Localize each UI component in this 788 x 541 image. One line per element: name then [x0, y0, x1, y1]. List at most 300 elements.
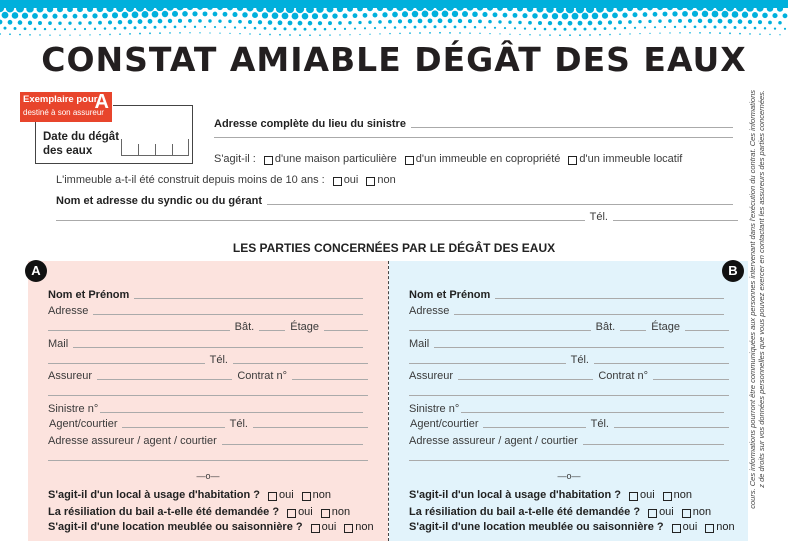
- tel-field[interactable]: [233, 363, 368, 364]
- section-title: LES PARTIES CONCERNÉES PAR LE DÉGÂT DES EAUX: [232, 241, 556, 255]
- halftone-dot: [549, 34, 551, 36]
- halftone-dot: [37, 6, 44, 13]
- halftone-dot: [139, 33, 141, 35]
- halftone-dot: [458, 19, 462, 23]
- address-field-2[interactable]: [214, 137, 733, 138]
- halftone-dot: [508, 21, 511, 24]
- etage-field[interactable]: [324, 330, 368, 331]
- checkbox-recent-non[interactable]: [366, 177, 375, 186]
- halftone-dot: [282, 13, 289, 20]
- checkbox-meublee-oui[interactable]: [672, 524, 681, 533]
- halftone-dot: [234, 26, 236, 28]
- halftone-dot: [272, 12, 279, 19]
- halftone-header-border: [0, 0, 788, 36]
- halftone-dot: [99, 34, 100, 35]
- halftone-dot: [704, 25, 707, 28]
- halftone-dot: [316, 5, 323, 12]
- sinistre-field[interactable]: [100, 412, 363, 413]
- halftone-dot: [58, 21, 61, 24]
- halftone-dot: [394, 26, 397, 29]
- halftone-dot: [509, 34, 510, 35]
- checkbox-resiliation-oui[interactable]: [287, 509, 296, 518]
- assureur-field[interactable]: [458, 379, 593, 380]
- halftone-dot: [188, 19, 192, 23]
- halftone-dot: [699, 32, 701, 34]
- halftone-dot: [552, 13, 558, 19]
- sinistre-label: Sinistre n°: [48, 403, 99, 415]
- oui-label: oui: [682, 521, 698, 533]
- halftone-dot: [758, 20, 762, 24]
- halftone-dot: [294, 28, 297, 31]
- halftone-dot: [0, 33, 1, 35]
- halftone-dot: [94, 28, 96, 30]
- halftone-dot: [494, 27, 496, 29]
- halftone-dot: [487, 5, 493, 11]
- halftone-dot: [52, 14, 57, 19]
- halftone-dot: [627, 5, 633, 11]
- halftone-dot: [59, 35, 60, 36]
- halftone-dot: [239, 33, 240, 34]
- halftone-dot: [408, 19, 412, 23]
- agent-field[interactable]: [483, 427, 585, 428]
- halftone-dot: [438, 18, 443, 23]
- checkbox-meublee-non[interactable]: [344, 524, 353, 533]
- halftone-dot: [762, 13, 768, 19]
- halftone-dot: [477, 4, 484, 11]
- checkbox-habitation-oui[interactable]: [629, 492, 638, 501]
- halftone-dot: [628, 20, 632, 24]
- halftone-dot: [214, 26, 216, 28]
- halftone-dot: [388, 20, 392, 24]
- halftone-dot: [98, 21, 102, 25]
- nom-field[interactable]: [495, 298, 724, 299]
- halftone-dot: [318, 21, 322, 25]
- halftone-dot: [374, 27, 376, 29]
- checkbox-maison[interactable]: [264, 156, 273, 165]
- halftone-dot: [768, 21, 772, 25]
- halftone-dot: [128, 20, 133, 25]
- assureur-field-2[interactable]: [409, 395, 729, 396]
- halftone-dot: [63, 14, 68, 19]
- halftone-dot: [132, 11, 139, 18]
- oui-label: oui: [278, 489, 294, 501]
- halftone-dot: [542, 13, 548, 19]
- sinistre-label: Sinistre n°: [409, 403, 460, 415]
- halftone-dot: [432, 10, 439, 17]
- halftone-dot: [608, 20, 612, 24]
- halftone-dot: [412, 11, 418, 17]
- adresse-assureur-field[interactable]: [583, 444, 724, 445]
- halftone-dot: [519, 34, 520, 35]
- option-copropriete: d'un immeuble en copropriété: [415, 153, 561, 165]
- contrat-label: Contrat n°: [598, 370, 648, 382]
- halftone-dot: [368, 21, 371, 24]
- halftone-dot: [162, 11, 168, 17]
- halftone-dot: [574, 28, 577, 31]
- adresse-field-2[interactable]: [409, 330, 591, 331]
- halftone-dot: [224, 26, 226, 28]
- halftone-dot: [339, 34, 340, 35]
- assureur-field-2[interactable]: [48, 395, 368, 396]
- halftone-dot: [8, 20, 13, 25]
- halftone-dot: [722, 11, 729, 18]
- halftone-dot: [384, 27, 386, 29]
- halftone-dot: [399, 33, 401, 35]
- halftone-dot: [64, 28, 66, 30]
- agent-label: Agent/courtier: [49, 418, 118, 430]
- adresse-field[interactable]: [93, 314, 363, 315]
- halftone-dot: [347, 6, 353, 12]
- mail-field-2[interactable]: [48, 363, 205, 364]
- halftone-dot: [217, 4, 223, 10]
- assureur-field[interactable]: [97, 379, 232, 380]
- halftone-dot: [606, 5, 613, 12]
- halftone-dot: [79, 34, 80, 35]
- halftone-dot: [207, 4, 213, 10]
- syndic-tel-label: Tél.: [589, 211, 608, 223]
- adresse-label: Adresse: [48, 305, 89, 317]
- halftone-dot: [204, 26, 206, 28]
- halftone-dot: [744, 26, 747, 29]
- oui-label: oui: [298, 506, 313, 518]
- adresse-assureur-field-2[interactable]: [409, 460, 729, 461]
- agent-tel-field[interactable]: [614, 427, 729, 428]
- halftone-dot: [77, 6, 83, 12]
- checkbox-recent-oui[interactable]: [333, 177, 342, 186]
- halftone-dot: [194, 26, 196, 28]
- mail-field[interactable]: [434, 347, 724, 348]
- oui-label: oui: [639, 489, 655, 501]
- halftone-dot: [434, 25, 437, 28]
- halftone-dot: [237, 4, 243, 10]
- halftone-dot: [138, 19, 143, 24]
- halftone-dot: [499, 33, 500, 34]
- halftone-dot: [564, 28, 567, 31]
- halftone-dot: [83, 14, 88, 19]
- halftone-dot: [119, 33, 121, 35]
- halftone-dot: [633, 12, 638, 17]
- halftone-dot: [527, 6, 534, 13]
- halftone-dot: [584, 28, 587, 31]
- halftone-dot: [426, 3, 434, 11]
- halftone-dot: [122, 12, 128, 18]
- checkbox-meublee-non[interactable]: [705, 524, 714, 533]
- halftone-dot: [749, 33, 751, 35]
- halftone-dot: [254, 27, 257, 30]
- nom-label: Nom et Prénom: [409, 289, 491, 301]
- halftone-dot: [678, 19, 682, 23]
- halftone-dot: [724, 26, 727, 29]
- halftone-dot: [97, 5, 104, 12]
- date-input[interactable]: [121, 139, 189, 156]
- agent-label: Agent/courtier: [410, 418, 479, 430]
- halftone-dot: [658, 19, 661, 22]
- halftone-dot: [739, 33, 741, 35]
- checkbox-meublee-oui[interactable]: [311, 524, 320, 533]
- halftone-dot: [489, 33, 490, 34]
- halftone-dot: [378, 20, 382, 24]
- tel-field[interactable]: [594, 363, 729, 364]
- badge-label: Exemplaire pour: [23, 94, 98, 105]
- halftone-dot: [14, 27, 17, 30]
- halftone-dot: [262, 12, 268, 18]
- halftone-dot: [16, 5, 24, 13]
- party-badge: A: [25, 260, 47, 282]
- checkbox-copropriete[interactable]: [405, 156, 414, 165]
- halftone-dot: [428, 18, 433, 23]
- halftone-dot: [149, 32, 151, 34]
- halftone-dot: [538, 21, 542, 25]
- halftone-dot: [469, 32, 471, 34]
- halftone-dot: [49, 34, 50, 35]
- halftone-dot: [308, 21, 313, 26]
- halftone-dot: [754, 27, 757, 30]
- halftone-dot: [364, 27, 366, 29]
- halftone-dot: [643, 12, 648, 17]
- contrat-field[interactable]: [292, 379, 368, 380]
- halftone-dot: [639, 33, 640, 34]
- bat-field[interactable]: [259, 330, 285, 331]
- mail-field[interactable]: [73, 347, 363, 348]
- halftone-dot: [199, 32, 200, 33]
- halftone-dot: [92, 13, 97, 18]
- halftone-dot: [296, 5, 304, 13]
- etage-field[interactable]: [685, 330, 729, 331]
- halftone-dot: [146, 3, 154, 11]
- halftone-dot: [28, 21, 32, 25]
- mail-label: Mail: [409, 338, 430, 350]
- halftone-dot: [74, 28, 76, 30]
- halftone-dot: [702, 11, 709, 18]
- question-resiliation: La résiliation du bail a-t-elle été demandée ?: [409, 506, 641, 518]
- agent-field[interactable]: [122, 427, 224, 428]
- halftone-dot: [738, 19, 743, 24]
- halftone-dot: [657, 4, 663, 10]
- halftone-dot: [213, 12, 218, 17]
- halftone-dot: [708, 19, 713, 24]
- halftone-dot: [299, 34, 301, 36]
- halftone-dot: [134, 26, 137, 29]
- halftone-dot: [334, 28, 336, 30]
- halftone-dot: [624, 27, 626, 29]
- halftone-dot: [44, 28, 46, 30]
- halftone-dot: [579, 34, 581, 36]
- halftone-dot: [73, 14, 78, 19]
- halftone-dot: [719, 32, 721, 34]
- halftone-dot: [2, 12, 9, 19]
- halftone-dot: [338, 21, 342, 25]
- adresse-assureur-field[interactable]: [222, 444, 363, 445]
- halftone-dot: [178, 19, 182, 23]
- halftone-dot: [289, 34, 291, 36]
- bat-field[interactable]: [620, 330, 646, 331]
- checkbox-habitation-oui[interactable]: [268, 492, 277, 501]
- halftone-dot: [54, 28, 56, 30]
- halftone-dot: [522, 13, 527, 18]
- halftone-dot: [392, 12, 398, 18]
- non-label: non: [355, 521, 374, 533]
- halftone-dot: [0, 20, 2, 25]
- halftone-dot: [604, 27, 607, 30]
- halftone-dot: [349, 34, 350, 35]
- halftone-dot: [189, 32, 190, 33]
- syndic-field-2[interactable]: [56, 220, 585, 221]
- checkbox-resiliation-oui[interactable]: [648, 509, 657, 518]
- halftone-dot: [197, 4, 203, 10]
- halftone-dot: [278, 20, 283, 25]
- halftone-dot: [88, 21, 92, 25]
- halftone-dot: [783, 13, 788, 18]
- halftone-dot: [398, 19, 402, 23]
- halftone-dot: [777, 6, 783, 12]
- halftone-dot: [679, 32, 680, 33]
- halftone-dot: [328, 21, 332, 25]
- tel-label: Tél.: [570, 354, 589, 366]
- halftone-dot: [106, 5, 113, 12]
- halftone-dot: [568, 21, 573, 26]
- halftone-dot: [363, 13, 368, 18]
- non-label: non: [716, 521, 735, 533]
- halftone-dot: [279, 34, 281, 36]
- checkbox-resiliation-non[interactable]: [321, 509, 330, 518]
- halftone-dot: [184, 26, 186, 28]
- halftone-dot: [69, 35, 70, 36]
- halftone-dot: [479, 33, 480, 34]
- halftone-dot: [223, 12, 228, 17]
- checkbox-locatif[interactable]: [568, 156, 577, 165]
- legal-notice: cours. Ces informations pourront être communiquées aux personnes intervenant dans l'exécution du contrat. Ces informations z de droits sur vos données personnelles que vous pouvez exercer en contactant les assureurs des parties concernées.: [748, 90, 766, 509]
- party-badge: B: [722, 260, 744, 282]
- contrat-field[interactable]: [653, 379, 729, 380]
- agent-tel-field[interactable]: [253, 427, 368, 428]
- recent-non: non: [377, 174, 396, 186]
- halftone-dot: [594, 27, 597, 30]
- mail-field-2[interactable]: [409, 363, 566, 364]
- halftone-dot: [648, 20, 651, 23]
- halftone-dot: [582, 13, 589, 20]
- halftone-dot: [109, 34, 111, 36]
- halftone-dot: [664, 26, 666, 28]
- halftone-dot: [344, 28, 346, 30]
- halftone-dot: [418, 19, 423, 24]
- contrat-label: Contrat n°: [237, 370, 287, 382]
- halftone-dot: [416, 3, 424, 11]
- halftone-dot: [38, 21, 42, 25]
- halftone-dot: [767, 5, 774, 12]
- adresse-label: Adresse: [409, 305, 450, 317]
- halftone-dot: [332, 13, 337, 18]
- halftone-dot: [558, 21, 563, 26]
- checkbox-habitation-non[interactable]: [663, 492, 672, 501]
- halftone-dot: [142, 11, 149, 18]
- checkbox-resiliation-non[interactable]: [682, 509, 691, 518]
- checkbox-habitation-non[interactable]: [302, 492, 311, 501]
- halftone-dot: [419, 32, 421, 34]
- syndic-tel-field[interactable]: [613, 220, 738, 221]
- halftone-dot: [298, 21, 303, 26]
- halftone-dot: [238, 20, 242, 24]
- halftone-dot: [359, 34, 360, 35]
- halftone-dot: [618, 20, 622, 24]
- halftone-dot: [353, 13, 358, 18]
- non-label: non: [312, 489, 332, 501]
- halftone-dot: [174, 26, 177, 29]
- halftone-dot: [497, 5, 503, 11]
- halftone-dot: [709, 32, 711, 34]
- halftone-dot: [104, 27, 106, 29]
- party-b-form: [389, 261, 749, 541]
- halftone-dot: [102, 13, 108, 19]
- syndic-field[interactable]: [267, 204, 733, 205]
- nom-field[interactable]: [134, 298, 363, 299]
- halftone-dot: [424, 25, 427, 28]
- halftone-dot: [244, 27, 246, 29]
- nom-label: Nom et Prénom: [48, 289, 130, 301]
- halftone-dot: [337, 6, 343, 12]
- halftone-dot: [227, 4, 233, 10]
- halftone-dot: [654, 26, 656, 28]
- question-meublee: S'agit-il d'une location meublée ou saisonnière ?: [48, 521, 303, 533]
- halftone-dot: [554, 28, 557, 31]
- adresse-assureur-field-2[interactable]: [48, 460, 368, 461]
- halftone-dot: [742, 12, 748, 18]
- halftone-dot: [87, 6, 93, 12]
- halftone-dot: [482, 12, 487, 17]
- halftone-dot: [503, 13, 508, 18]
- halftone-dot: [136, 3, 144, 11]
- halftone-dot: [172, 11, 178, 17]
- halftone-dot: [219, 33, 220, 34]
- adresse-field[interactable]: [454, 314, 724, 315]
- halftone-dot: [187, 3, 194, 10]
- halftone-dot: [47, 6, 53, 12]
- halftone-dot: [586, 5, 594, 13]
- sinistre-field[interactable]: [461, 412, 724, 413]
- halftone-dot: [688, 19, 692, 23]
- halftone-dot: [124, 27, 127, 30]
- halftone-dot: [116, 4, 124, 12]
- etage-label: Étage: [651, 321, 680, 333]
- question-resiliation: La résiliation du bail a-t-elle été demandée ?: [48, 506, 280, 518]
- halftone-dot: [734, 26, 737, 29]
- non-label: non: [692, 506, 712, 518]
- halftone-dot: [198, 19, 202, 23]
- halftone-dot: [647, 4, 653, 10]
- halftone-dot: [108, 20, 112, 24]
- halftone-dot: [599, 34, 601, 36]
- halftone-dot: [266, 5, 274, 13]
- halftone-dot: [302, 13, 309, 20]
- halftone-dot: [478, 19, 482, 23]
- halftone-dot: [692, 11, 698, 17]
- halftone-dot: [306, 5, 314, 13]
- halftone-dot: [689, 32, 691, 34]
- halftone-dot: [429, 32, 431, 34]
- halftone-dot: [156, 3, 164, 11]
- type-label: S'agit-il :: [214, 153, 256, 165]
- adresse-field-2[interactable]: [48, 330, 230, 331]
- halftone-dot: [218, 19, 221, 22]
- halftone-dot: [78, 21, 81, 24]
- halftone-dot: [529, 34, 530, 35]
- halftone-dot: [84, 28, 86, 30]
- halftone-dot: [444, 25, 447, 28]
- halftone-dot: [379, 33, 380, 34]
- halftone-dot: [22, 13, 28, 19]
- halftone-dot: [718, 19, 723, 24]
- halftone-dot: [507, 5, 513, 11]
- bat-label: Bât.: [234, 321, 255, 333]
